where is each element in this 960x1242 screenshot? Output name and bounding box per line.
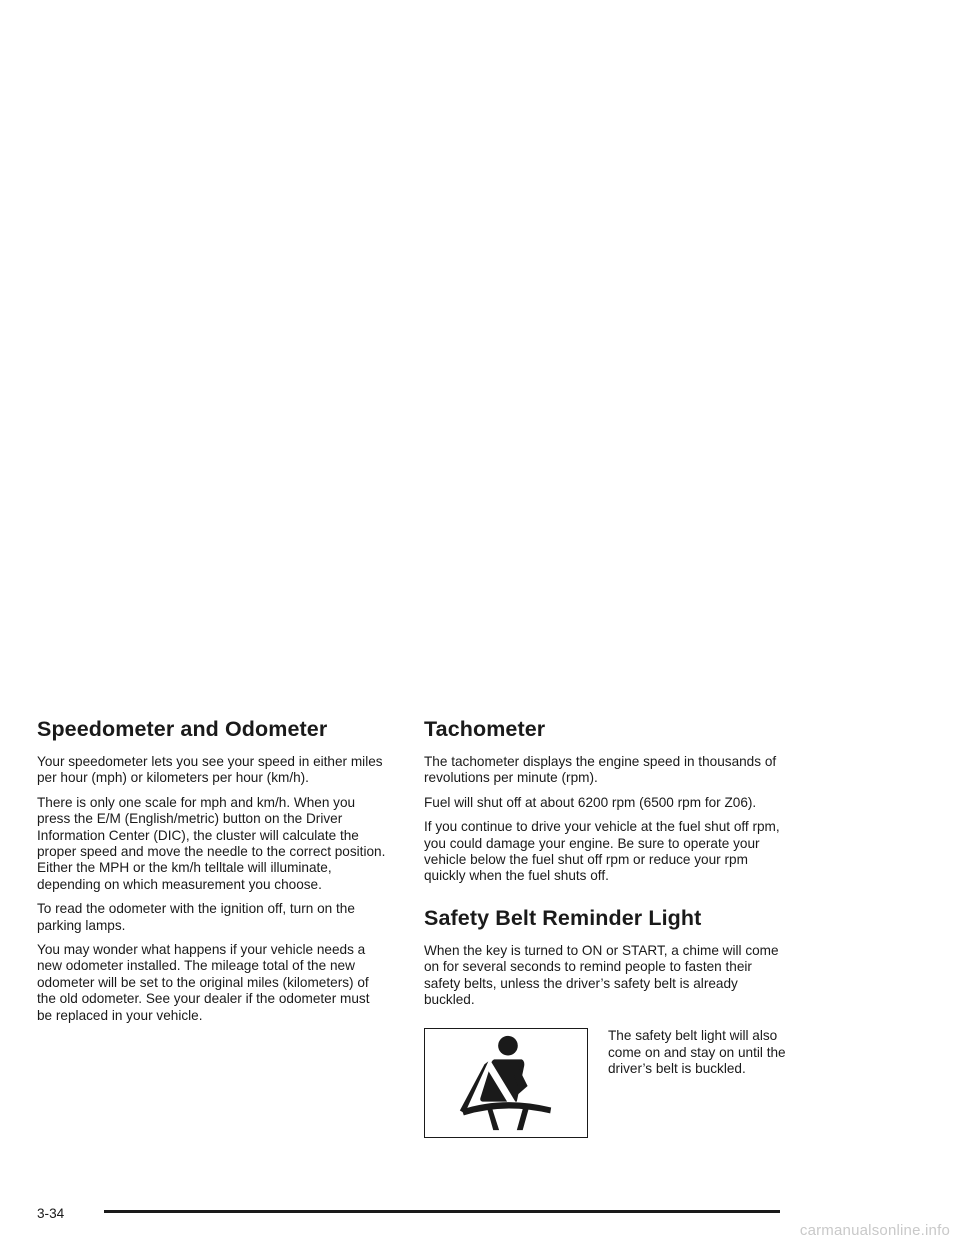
watermark: carmanualsonline.info (799, 1222, 950, 1239)
speedometer-paragraph-1: Your speedometer lets you see your speed in either miles per hour (mph) or kilometers per hour (km/h). (37, 754, 383, 786)
speedometer-heading: Speedometer and Odometer (37, 717, 328, 741)
tachometer-paragraph-1: The tachometer displays the engine speed in thousands of revolutions per minute (rpm). (424, 754, 777, 786)
tachometer-heading: Tachometer (424, 717, 546, 741)
left-column (37, 716, 387, 1032)
speedometer-paragraph-2: There is only one scale for mph and km/h. When you press the E/M (English/metric) button on the Driver Information Center (DIC), the cluster will calculate the proper speed and move the needle to the correct position. Either the MPH or the km/h telltale will illuminate, depending on which measurement you choose. (37, 794, 386, 892)
safety-belt-paragraph: When the key is turned to ON or START, a chime will come on for several seconds to remind people to fasten their safety belts, unless the driver’s safety belt is already buckled. (424, 942, 779, 1008)
safety-belt-figure-row (424, 1028, 784, 1138)
safety-belt-icon (425, 1029, 587, 1137)
tachometer-paragraph-3: If you continue to drive your vehicle at the fuel shut off rpm, you could damage your engine. Be sure to operate your vehicle below the fuel shut off rpm or reduce your rpm quickly when the fuel shuts off. (424, 819, 780, 884)
safety-belt-icon-frame (424, 1028, 588, 1138)
safety-belt-side-text: The safety belt light will also come on and stay on until the driver’s belt is buckled. (608, 1028, 786, 1077)
right-column (424, 716, 784, 1138)
footer-rule (104, 1210, 780, 1213)
speedometer-paragraph-4: You may wonder what happens if your vehicle needs a new odometer installed. The mileage total of the new odometer will be set to the original miles (kilometers) of the old odometer. See your dealer if the odometer must be replaced in your vehicle. (37, 942, 370, 1023)
speedometer-paragraph-3: To read the odometer with the ignition off, turn on the parking lamps. (37, 901, 355, 933)
safety-belt-heading: Safety Belt Reminder Light (424, 905, 702, 930)
page-number: 3-34 (37, 1206, 65, 1221)
safety-belt-side-note (608, 1028, 786, 1077)
tachometer-paragraph-2: Fuel will shut off at about 6200 rpm (6500 rpm for Z06). (424, 794, 757, 810)
